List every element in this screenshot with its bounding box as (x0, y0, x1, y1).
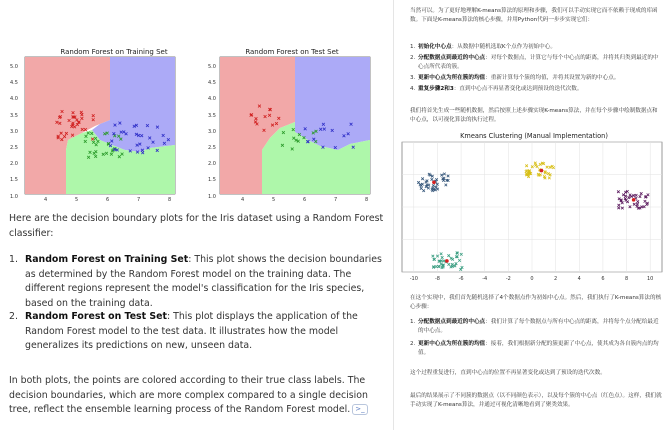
x-tick-label: 0 (530, 276, 534, 282)
list-number: 2. (9, 311, 18, 322)
step-body: ：接着，我们根据新分配的簇更新了中心点，使其成为各自簇内点的均值。 (418, 341, 659, 357)
step-title: 重复步骤2和3 (418, 86, 454, 92)
tick-label: 4.5 (208, 80, 216, 87)
step-body: ：重新计算每个簇的均值，并将其设置为新的中心点。 (485, 75, 620, 81)
result-paragraph: 在这个实现中，我们首先随机选择了4个数据点作为初始中心点。然后，我们执行了K-means算法的核心步骤： (410, 295, 662, 311)
right-panel (394, 0, 671, 430)
step-title: 分配数据点到最近的中心点 (418, 55, 486, 61)
step-item (410, 85, 662, 94)
tick-label: 3.5 (208, 112, 216, 119)
tick-label: 7 (334, 197, 338, 203)
outro-body: In both plots, the points are colored according to their true class labels. The decision boundaries, which are more complex compared to a single decision tree, reflect the ensemble learning process of the Random Forest model. (9, 375, 368, 416)
centroid-point (632, 198, 636, 202)
tick-label: 1.0 (10, 193, 18, 200)
tick-label: 6 (106, 197, 110, 203)
list-item-train (9, 253, 387, 311)
tick-label: 4 (241, 197, 245, 203)
step-item (410, 54, 662, 73)
step-item (410, 318, 662, 337)
step-body: ：从数据中随机选取K个点作为初始中心。 (451, 44, 556, 50)
item1-title: Random Forest on Training Set (25, 254, 189, 265)
step-number: 2. (410, 341, 416, 347)
x-tick-label: 6 (601, 276, 605, 282)
intro-text: Here are the decision boundary plots for the Iris dataset using a Random Forest classifier: (9, 213, 384, 239)
outro-text (9, 374, 387, 418)
item1-body: : This plot shows the decision boundaries as determined by the Random Forest model on the training data. The different regions represent the model's classification for the Iris species, based on the training data. (25, 254, 382, 309)
step-body: ：我们计算了每个数据点与所有中心点的距离，并将每个点分配给最近的中心点。 (418, 319, 659, 335)
tick-label: 2.0 (208, 161, 216, 168)
x-tick-label: -2 (505, 276, 511, 282)
x-tick-label: -6 (458, 276, 464, 282)
plot-train-chart (0, 0, 200, 205)
plot-train-title: Random Forest on Training Set (60, 48, 168, 56)
tick-label: 1.5 (10, 177, 18, 184)
step-number: 2. (410, 55, 416, 61)
tick-label: 2.5 (10, 145, 18, 151)
item2-body: : This plot displays the application of the Random Forest model to the test data. It illustrates how the model generalizes its predictions on new, unseen data. (25, 311, 358, 352)
centroid-point (540, 169, 544, 173)
x-tick-label: 10 (646, 276, 654, 282)
tick-label: 8 (168, 197, 172, 203)
step-item (410, 43, 662, 52)
tick-label: 1.5 (208, 177, 216, 184)
step-number: 1. (410, 319, 416, 325)
repeat-paragraph: 这个过程重复进行，直到中心点的位置不再显著变化或达到了预设的迭代次数。 (410, 370, 606, 376)
tick-label: 2.5 (208, 145, 216, 151)
step-title: 更新中心点为所在簇的均值 (418, 75, 486, 81)
step-title: 初始化中心点 (418, 44, 452, 50)
step-number: 1. (410, 44, 416, 50)
tick-label: 5 (75, 197, 79, 203)
code-citation-button[interactable]: >_ (352, 404, 367, 415)
step-number: 4. (410, 86, 416, 92)
final-paragraph: 最后的结果展示了不同簇的数据点（以不同颜色表示），以及每个簇的中心点（红色点）。这样，我们就手动实现了K-means算法，并通过可视化清晰地看到了聚类效果。 (410, 393, 662, 409)
tick-label: 8 (365, 197, 369, 203)
tick-label: 5.0 (10, 64, 18, 70)
tick-label: 4.5 (10, 80, 18, 87)
step-item (410, 340, 662, 359)
tick-label: 4.0 (208, 96, 216, 103)
step-item (410, 74, 662, 83)
tick-label: 1.0 (208, 193, 216, 200)
tick-label: 5 (272, 197, 276, 203)
kmeans-chart-title: Kmeans Clustering (Manual Implementation) (460, 132, 608, 140)
plot-test-title: Random Forest on Test Set (245, 48, 339, 56)
x-tick-label: -8 (434, 276, 440, 282)
x-tick-label: 2 (554, 276, 558, 282)
x-tick-label: 4 (577, 276, 581, 282)
intro-paragraph: 当然可以。为了更好地理解K-means算法的原理和步骤，我们可以手动实现它而不依赖于现成的库函数。下面是K-means算法的核心步骤，并用Python代码一步步实现它们： (410, 8, 658, 24)
centroid-point (445, 259, 449, 263)
tick-label: 3.0 (208, 128, 216, 135)
list-number: 1. (9, 254, 18, 265)
tick-label: 2.0 (10, 161, 18, 168)
centroid-point (432, 181, 436, 185)
step-body: ：直到中心点不再显著变化或达到预设的迭代次数。 (453, 86, 583, 92)
step-body: ：对每个数据点，计算它与每个中心点的距离，并将其归类到最近的中心点所代表的簇。 (418, 55, 659, 71)
list-item-test (9, 310, 387, 354)
tick-label: 4.0 (10, 96, 18, 103)
kmeans-chart (394, 140, 671, 290)
item2-title: Random Forest on Test Set (25, 311, 167, 322)
tick-label: 5.0 (208, 64, 216, 70)
step-title: 分配数据点到最近的中心点 (418, 319, 486, 325)
tick-label: 6 (303, 197, 307, 203)
step-title: 更新中心点为所在簇的均值 (418, 341, 486, 347)
tick-label: 4 (44, 197, 48, 203)
step-number: 3. (410, 75, 416, 81)
x-tick-label: -4 (482, 276, 488, 282)
data-paragraph: 我们将首先生成一些随机数据，然后按照上述步骤实现K-means算法，并在每个步骤中绘制数据点和中心点，以可视化算法的执行过程。 (410, 108, 658, 124)
tick-label: 7 (137, 197, 141, 203)
plot-test-chart (200, 0, 393, 205)
x-tick-label: -10 (409, 276, 418, 282)
tick-label: 3.5 (10, 112, 18, 119)
x-tick-label: 8 (624, 276, 629, 282)
tick-label: 3.0 (10, 128, 18, 135)
